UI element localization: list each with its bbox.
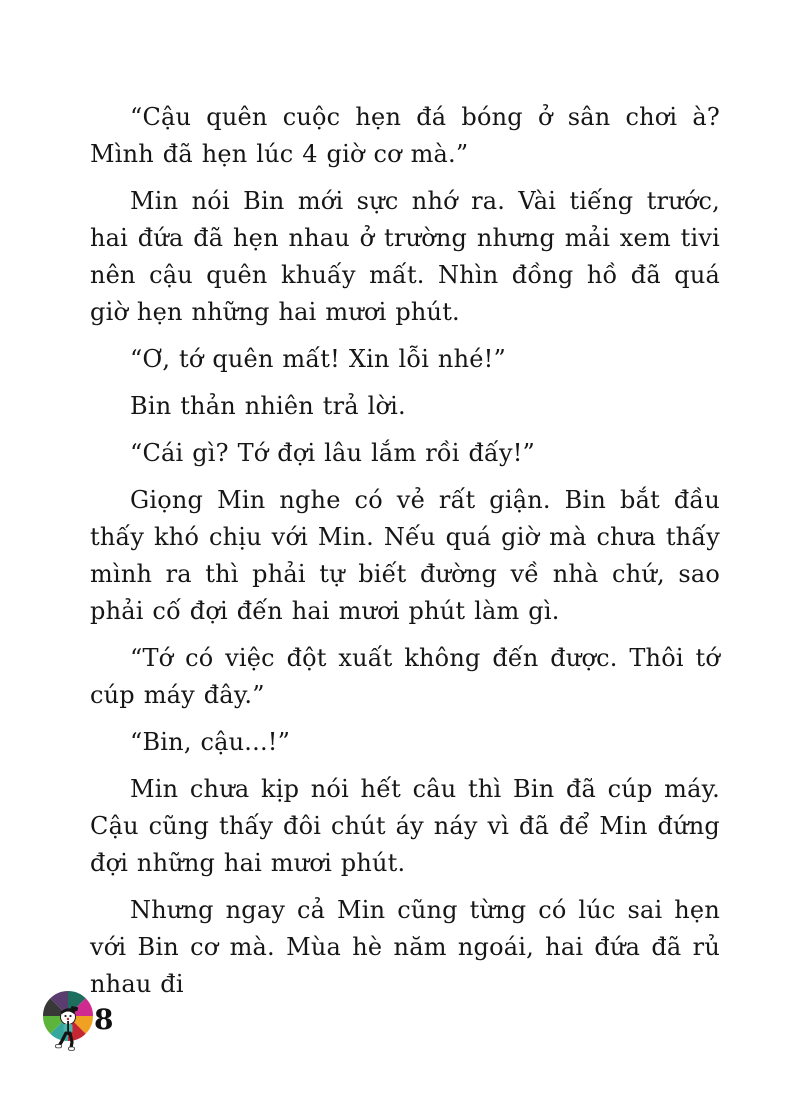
paragraph: “Tớ có việc đột xuất không đến được. Thôi tớ cúp máy đây.” — [90, 644, 720, 709]
paragraph: “Ơ, tớ quên mất! Xin lỗi nhé!” — [130, 345, 506, 373]
paragraph: “Cái gì? Tớ đợi lâu lắm rồi đấy!” — [130, 439, 536, 467]
page-number: 8 — [94, 1003, 114, 1036]
paragraph: Nhưng ngay cả Min cũng từng có lúc sai hẹn với Bin cơ mà. Mùa hè năm ngoái, hai đứa đã rủ nhau đi — [90, 896, 720, 998]
paragraph: Min nói Bin mới sực nhớ ra. Vài tiếng trước, hai đứa đã hẹn nhau ở trường nhưng mải xem tivi nên cậu quên khuấy mất. Nhìn đồng hồ đã quá giờ hẹn những hai mươi phút. — [90, 187, 720, 326]
paragraph: Min chưa kịp nói hết câu thì Bin đã cúp máy. Cậu cũng thấy đôi chút áy náy vì đã để Min đứng đợi những hai mươi phút. — [90, 775, 720, 877]
paragraph: Bin thản nhiên trả lời. — [130, 392, 406, 420]
page-footer — [38, 988, 113, 1058]
page-text — [90, 99, 720, 1013]
umbrella-character-icon — [38, 988, 98, 1058]
paragraph: “Bin, cậu...!” — [130, 728, 291, 756]
paragraph: “Cậu quên cuộc hẹn đá bóng ở sân chơi à? Mình đã hẹn lúc 4 giờ cơ mà.” — [90, 103, 720, 168]
paragraph: Giọng Min nghe có vẻ rất giận. Bin bắt đầu thấy khó chịu với Min. Nếu quá giờ mà chưa thấy mình ra thì phải tự biết đường về nhà chứ, sao phải cố đợi đến hai mươi phút làm gì. — [90, 486, 720, 625]
